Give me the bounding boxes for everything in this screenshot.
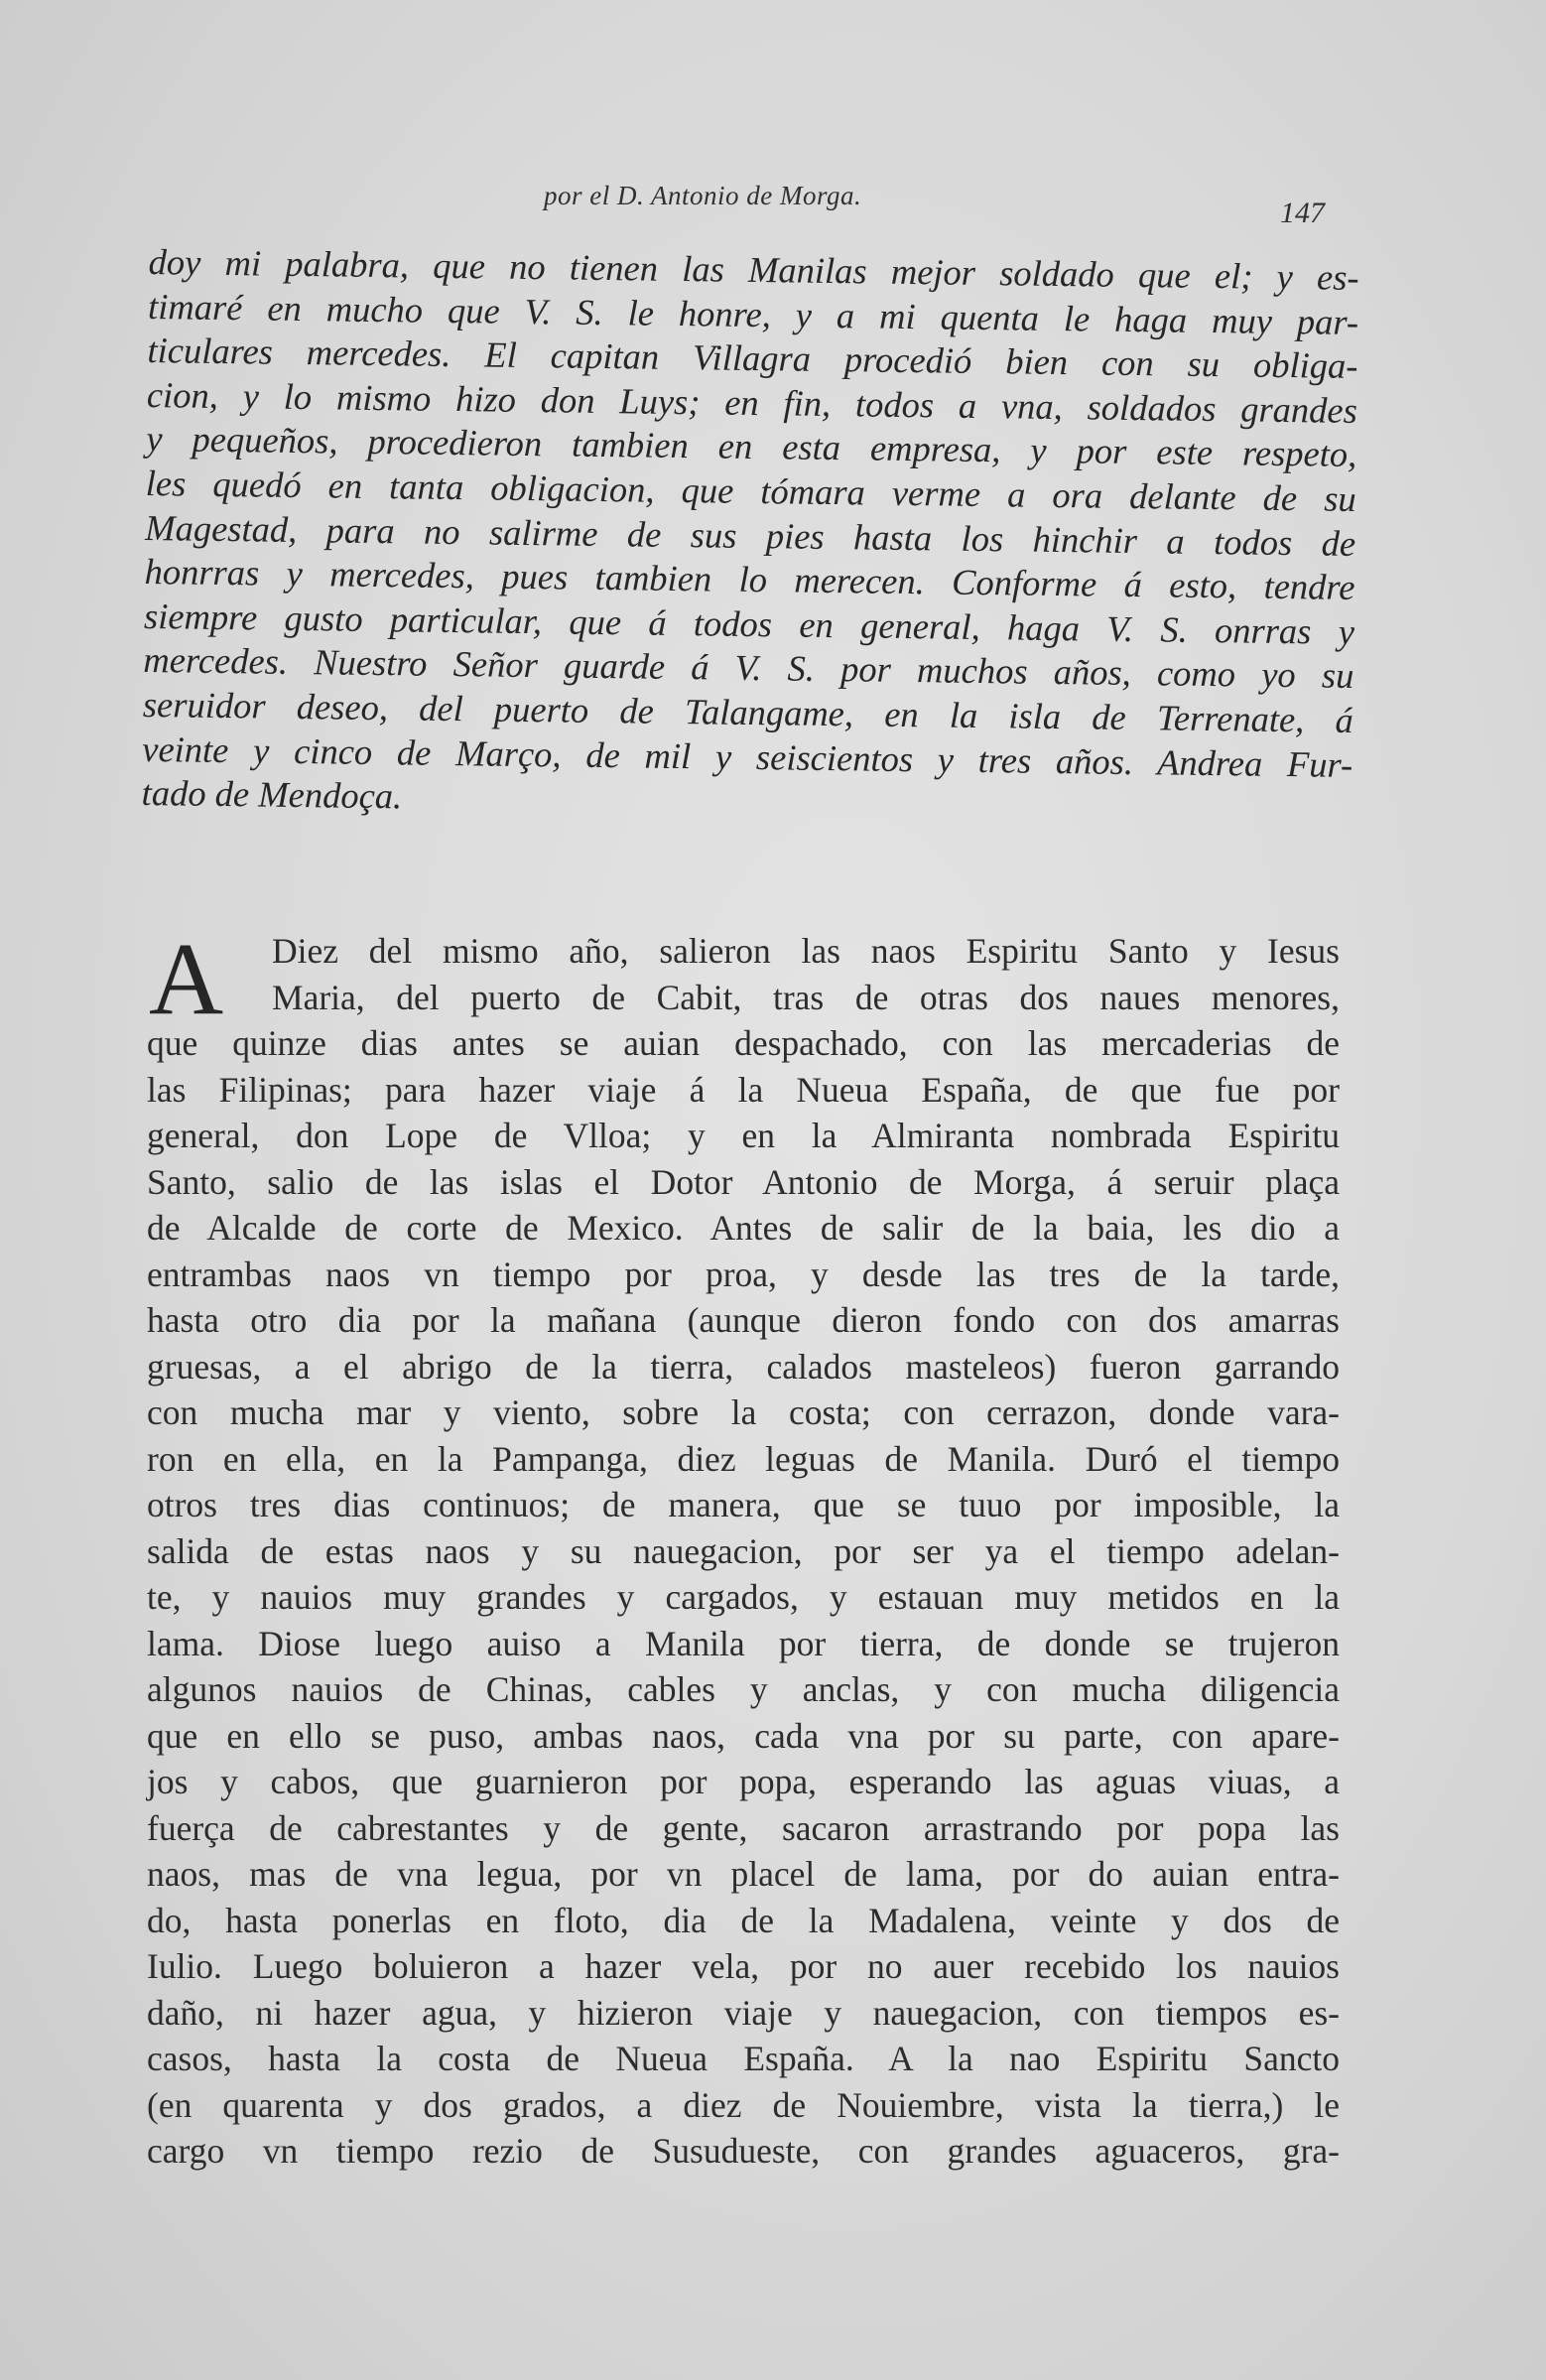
narrative-line: Iulio. Luego boluieron a hazer vela, por no auer recebido los nauios bbox=[147, 1946, 1340, 1986]
narrative-line: fuerça de cabrestantes y de gente, sacaron arrastrando por popa las bbox=[147, 1807, 1340, 1848]
narrative-line: Santo, salio de las islas el Dotor Antonio de Morga, á seruir plaça bbox=[147, 1161, 1340, 1202]
letter-line: siempre gusto particular, que á todos en general, haga V. S. onrras y bbox=[143, 595, 1355, 652]
letter-line: y pequeños, procedieron tambien en esta empresa, y por este respeto, bbox=[146, 418, 1357, 475]
narrative-line: general, don Lope de Vlloa; y en la Almiranta nombrada Espiritu bbox=[147, 1116, 1340, 1155]
letter-line: timaré en mucho que V. S. le honre, y a mi quenta le haga muy par- bbox=[147, 285, 1359, 342]
narrative-line: algunos nauios de Chinas, cables y anclas, y con mucha diligencia bbox=[147, 1669, 1340, 1709]
letter-paragraph bbox=[141, 240, 1358, 832]
narrative-line: do, hasta ponerlas en floto, dia de la Madalena, veinte y dos de bbox=[147, 1900, 1340, 1940]
narrative-line: casos, hasta la costa de Nueua España. A la nao Espiritu Sancto bbox=[147, 2039, 1340, 2078]
narrative-line: otros tres dias continuos; de manera, que se tuuo por imposible, la bbox=[147, 1485, 1340, 1524]
letter-line: honrras y mercedes, pues tambien lo merecen. Conforme á esto, tendre bbox=[144, 551, 1355, 608]
letter-line: seruidor deseo, del puerto de Talangame, en la isla de Terrenate, á bbox=[142, 683, 1354, 740]
narrative-line: daño, ni hazer agua, y hizieron viaje y nauegacion, con tiempos es- bbox=[147, 1992, 1340, 2033]
drop-cap: A bbox=[149, 922, 224, 1036]
narrative-line: entrambas naos vn tiempo por proa, y desde las tres de la tarde, bbox=[147, 1254, 1340, 1294]
narrative-line: salida de estas naos y su nauegacion, por ser ya el tiempo adelan- bbox=[147, 1530, 1340, 1571]
narrative-line: jos y cabos, que guarnieron por popa, esperando las aguas viuas, a bbox=[147, 1762, 1340, 1801]
page-number: 147 bbox=[1280, 197, 1325, 229]
letter-line: cion, y lo mismo hizo don Luys; en fin, todos a vna, soldados grandes bbox=[146, 373, 1358, 431]
narrative-line: de Alcalde de corte de Mexico. Antes de salir de la baia, les dio a bbox=[147, 1208, 1340, 1248]
narrative-line: cargo vn tiempo rezio de Susudueste, con grandes aguaceros, gra- bbox=[147, 2131, 1340, 2171]
narrative-line: naos, mas de vna legua, por vn placel de lama, por do auian entra- bbox=[147, 1854, 1340, 1894]
narrative-line: ron en ella, en la Pampanga, diez leguas de Manila. Duró el tiempo bbox=[147, 1438, 1340, 1479]
letter-line: tado de Mendoça. bbox=[141, 772, 403, 817]
narrative-line: lama. Diose luego auiso a Manila por tierra, de donde se trujeron bbox=[147, 1623, 1340, 1663]
narrative-line: gruesas, a el abrigo de la tierra, calados masteleos) fueron garrando bbox=[147, 1346, 1340, 1387]
letter-line: Magestad, para no salirme de sus pies hasta los hinchir a todos de bbox=[144, 506, 1356, 564]
letter-line: doy mi palabra, que no tienen las Manilas mejor soldado que el; y es- bbox=[148, 240, 1359, 298]
narrative-paragraph bbox=[147, 922, 1340, 2175]
running-head: por el D. Antonio de Morga. bbox=[544, 181, 862, 210]
narrative-line: las Filipinas; para hazer viaje á la Nueua España, de que fue por bbox=[147, 1069, 1340, 1110]
narrative-line: que en ello se puso, ambas naos, cada vna por su parte, con apare- bbox=[147, 1715, 1340, 1756]
narrative-line: (en quarenta y dos grados, a diez de Nouiembre, vista la tierra,) le bbox=[147, 2084, 1340, 2125]
narrative-line: hasta otro dia por la mañana (aunque dieron fondo con dos amarras bbox=[147, 1300, 1340, 1340]
narrative-line: Diez del mismo año, salieron las naos Espiritu Santo y Iesus bbox=[272, 931, 1340, 971]
letter-line: ticulares mercedes. El capitan Villagra procedió bien con su obliga- bbox=[147, 330, 1358, 387]
narrative-line: te, y nauios muy grandes y cargados, y estauan muy metidos en la bbox=[147, 1577, 1340, 1617]
narrative-line: que quinze dias antes se auian despachado, con las mercaderias de bbox=[147, 1023, 1340, 1063]
narrative-line: con mucha mar y viento, sobre la costa; con cerrazon, donde vara- bbox=[147, 1392, 1340, 1432]
letter-line: les quedó en tanta obligacion, que tómara verme a ora delante de su bbox=[145, 462, 1356, 519]
narrative-line: Maria, del puerto de Cabit, tras de otras dos naues menores, bbox=[272, 977, 1340, 1017]
letter-line: veinte y cinco de Março, de mil y seiscientos y tres años. Andrea Fur- bbox=[142, 727, 1353, 785]
letter-line: mercedes. Nuestro Señor guarde á V. S. por muchos años, como yo su bbox=[143, 639, 1354, 697]
